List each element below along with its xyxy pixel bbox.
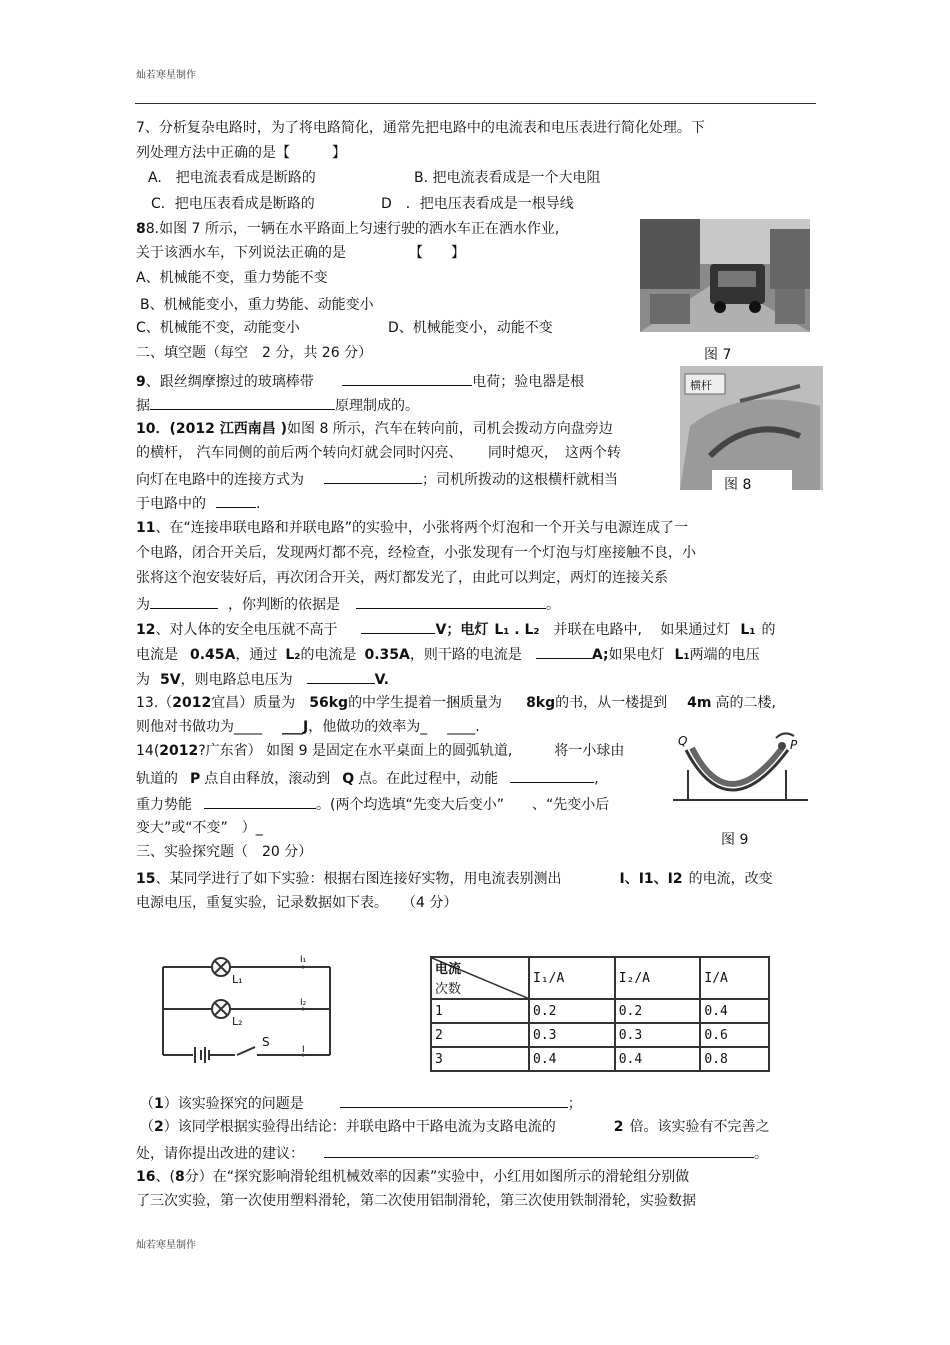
table-cell: 0.6 bbox=[700, 1023, 769, 1047]
q14-line3 bbox=[136, 793, 609, 815]
q14-text-2e: 点。在此过程中，动能 bbox=[358, 771, 499, 787]
q9-text-d: 原理制成的。 bbox=[335, 398, 419, 414]
q10-line4 bbox=[136, 492, 260, 514]
table-row bbox=[431, 1023, 769, 1047]
q8-option-a: A、机械能不变，重力势能不变 bbox=[136, 270, 328, 286]
q16-text-1b: 8 bbox=[174, 1169, 185, 1185]
q12-text-2b: 0.45A bbox=[190, 647, 236, 663]
q13-line1 bbox=[136, 693, 776, 713]
page-footer-text: 灿若寒星制作 bbox=[136, 1240, 196, 1251]
q12-blank-3[interactable] bbox=[307, 668, 375, 684]
q8-option-c: C、机械能不变，动能变小 bbox=[136, 320, 300, 336]
q15-line2: 电源电压，重复实验，记录数据如下表。 （4 分） bbox=[136, 895, 458, 911]
q9-text-a: 、跟丝绸摩擦过的玻璃棒带 bbox=[145, 374, 314, 390]
q15-text-1b: I、I1、I2 bbox=[619, 871, 683, 887]
q8-line1-text: 8.如图 7 所示，一辆在水平路面上匀速行驶的洒水车正在洒水作业, bbox=[145, 221, 560, 237]
q12-text-1d: 并联在电路中, 如果通过灯 bbox=[553, 622, 731, 638]
q13-text-2d: ____. bbox=[447, 719, 480, 735]
header-rule bbox=[135, 103, 816, 104]
q12-line1 bbox=[136, 618, 775, 640]
q10-text-1: 如图 8 所示，汽车在转向前，司机会拨动方向盘旁边 bbox=[287, 421, 613, 437]
q11-text-4a: 为 bbox=[136, 597, 150, 613]
q13-text-1g: 的书，从一楼提到 bbox=[555, 695, 668, 711]
q12-number: 12 bbox=[136, 622, 156, 638]
q7-option-c: C．把电压表看成是断路的 bbox=[151, 196, 315, 212]
q7-option-a: A. 把电流表看成是断路的 bbox=[148, 170, 316, 186]
figure-8-caption: 图 8 bbox=[724, 477, 752, 493]
q12-text-3c: ，则电路总电压为 bbox=[180, 672, 293, 688]
q15-data-table bbox=[430, 956, 770, 1072]
table-cell: 0.3 bbox=[529, 1023, 615, 1047]
table-header: I/A bbox=[700, 957, 769, 999]
q11-text-4c: 。 bbox=[546, 597, 560, 613]
table-cell: 0.4 bbox=[529, 1047, 615, 1071]
q12-text-3a: 为 bbox=[136, 672, 150, 688]
figure-9-label-p: P bbox=[790, 738, 798, 752]
q14-blank-2[interactable] bbox=[204, 793, 316, 809]
q12-text-2e: 的电流是 bbox=[300, 647, 357, 663]
q12-text-2d: L₂ bbox=[285, 647, 301, 663]
q14-text-2c: 点自由释放，滚动到 bbox=[204, 771, 331, 787]
q15-blank-1[interactable] bbox=[340, 1092, 568, 1108]
q15-blank-2[interactable] bbox=[324, 1142, 754, 1158]
q11-blank-1[interactable] bbox=[150, 593, 218, 609]
table-corner-cell bbox=[431, 957, 529, 999]
table-header: I₂/A bbox=[615, 957, 701, 999]
q15-sub2-d: 2 bbox=[613, 1119, 624, 1135]
table-cell: 0.4 bbox=[700, 999, 769, 1023]
q14-text-2b: P bbox=[190, 771, 201, 787]
q16-line1 bbox=[136, 1167, 689, 1187]
q11-line4 bbox=[136, 593, 560, 615]
q11-text-4b: ，你判断的依据是 bbox=[228, 597, 340, 613]
q11-line2: 个电路，闭合开关后，发现两灯都不亮，经检查，小张发现有一个灯泡与灯座接触不良，小 bbox=[136, 545, 696, 561]
table-header: I₁/A bbox=[529, 957, 615, 999]
circuit-label-i2: I₂ bbox=[300, 998, 307, 1008]
q16-text-1a: 、( bbox=[155, 1169, 175, 1185]
q14-text-1b: 2012 bbox=[159, 743, 199, 759]
q10-text-3a: 向灯在电路中的连接方式为 bbox=[136, 472, 304, 488]
q14-text-2d: Q bbox=[342, 771, 355, 787]
q15-text-1a: 、某同学进行了如下实验：根据右图连接好实物，用电流表别测出 bbox=[155, 871, 562, 887]
q15-sub2-c: ）该同学根据实验得出结论：并联电路中干路电流为支路电流的 bbox=[163, 1119, 556, 1135]
q12-text-3b: 5V bbox=[160, 672, 181, 688]
q11-blank-2[interactable] bbox=[356, 593, 546, 609]
table-cell: 0.4 bbox=[615, 1047, 701, 1071]
table-header-row bbox=[431, 957, 769, 999]
q15-line1 bbox=[136, 869, 773, 889]
q16-number: 16 bbox=[136, 1169, 156, 1185]
table-cell: 2 bbox=[431, 1023, 529, 1047]
q12-text-1e: L₁ bbox=[740, 622, 756, 638]
q14-text-3a: 重力势能 bbox=[136, 797, 192, 813]
q11-line1 bbox=[136, 518, 688, 538]
q12-text-2h: A; bbox=[591, 647, 609, 663]
q15-sub2-a: （ bbox=[140, 1119, 154, 1135]
q14-text-1a: 14( bbox=[136, 743, 160, 759]
q13-text-1d: 56kg bbox=[309, 695, 349, 711]
q9-text-c: 据 bbox=[136, 398, 150, 414]
table-corner-bottom: 次数 bbox=[435, 982, 462, 997]
figure-8-label-lever: 横杆 bbox=[690, 379, 712, 392]
figure-9-caption: 图 9 bbox=[721, 832, 749, 848]
lamp-l2-icon bbox=[212, 1000, 230, 1018]
circuit-label-l2: L₂ bbox=[232, 1015, 243, 1028]
q11-text-1: 、在“连接串联电路和并联电路”的实验中，小张将两个灯泡和一个开关与电源连成了一 bbox=[155, 520, 688, 536]
q15-number: 15 bbox=[136, 871, 156, 887]
q12-line2 bbox=[136, 643, 760, 665]
q12-text-2f: 0.35A bbox=[364, 647, 410, 663]
q15-sub1-d: ； bbox=[567, 1096, 582, 1112]
table-corner-top: 电流 bbox=[435, 962, 462, 977]
table-cell: 1 bbox=[431, 999, 529, 1023]
table-cell: 0.2 bbox=[615, 999, 701, 1023]
table-row bbox=[431, 1047, 769, 1071]
q12-text-2k: 两端的电压 bbox=[689, 647, 760, 663]
q12-text-2j: L₁ bbox=[674, 647, 690, 663]
q10-text-3b: ；司机所拨动的这根横杆就相当 bbox=[422, 472, 618, 488]
circuit-label-l1: L₁ bbox=[232, 973, 243, 986]
q12-text-2c: ，通过 bbox=[235, 647, 278, 663]
q13-text-1a: 13.（ bbox=[136, 695, 173, 711]
table-cell: 0.3 bbox=[615, 1023, 701, 1047]
q12-line3 bbox=[136, 668, 389, 690]
q15-sub2 bbox=[140, 1117, 770, 1137]
q12-text-1f: 的 bbox=[761, 622, 776, 638]
q16-text-1c: 分）在“探究影响滑轮组机械效率的因素”实验中，小红用如图所示的滑轮组分别做 bbox=[184, 1169, 690, 1185]
page-header-text: 灿若寒星制作 bbox=[136, 70, 196, 81]
q13-text-2a: 则他对书做功为____ bbox=[136, 719, 262, 735]
circuit-label-i: I bbox=[302, 1045, 305, 1055]
q14-line2 bbox=[136, 767, 599, 789]
section-2-title: 二、填空题（每空 2 分，共 26 分） bbox=[136, 345, 373, 361]
q15-sub1-a: （ bbox=[140, 1096, 154, 1112]
q12-text-1c: L₁ . L₂ bbox=[494, 622, 540, 638]
q13-text-2b: ___J bbox=[282, 719, 309, 735]
q12-text-3d: V. bbox=[374, 672, 389, 688]
q9-blank-1[interactable] bbox=[342, 370, 472, 386]
q13-text-1i: 高的二楼, bbox=[715, 695, 776, 711]
q15-sub1 bbox=[140, 1092, 582, 1114]
q14-line1 bbox=[136, 741, 624, 761]
q8-option-d: D、机械能变小，动能不变 bbox=[388, 320, 553, 336]
q10-line3 bbox=[136, 468, 618, 490]
q14-text-2a: 轨道的 bbox=[136, 771, 178, 787]
q10-text-4a: 于电路中的 bbox=[136, 496, 206, 512]
circuit-label-i1: I₁ bbox=[300, 955, 307, 965]
q10-line2: 的横杆， 汽车同侧的前后两个转向灯就会同时闪亮、 同时熄灭， 这两个转 bbox=[136, 445, 621, 461]
q15-sub1-c: ）该实验探究的问题是 bbox=[163, 1096, 304, 1112]
circuit-label-switch: S bbox=[262, 1035, 270, 1049]
q16-line2: 了三次实验，第一次使用塑料滑轮，第二次使用铝制滑轮，第三次使用铁制滑轮，实验数据 bbox=[136, 1193, 696, 1209]
q9-number: 9 bbox=[136, 374, 146, 390]
q10-line1 bbox=[136, 419, 613, 439]
q15-sub2-e: 倍。该实验有不完善之 bbox=[629, 1119, 770, 1135]
q12-text-1b: V；电灯 bbox=[435, 622, 489, 638]
q15-parallel-circuit-diagram bbox=[155, 955, 335, 1065]
q8-option-b: B、机械能变小，重力势能、动能变小 bbox=[140, 297, 374, 313]
q9-line2 bbox=[136, 394, 419, 416]
q7-line1: 7、分析复杂电路时，为了将电路简化，通常先把电路中的电流表和电压表进行简化处理。下 bbox=[136, 120, 705, 136]
q12-blank-2[interactable] bbox=[536, 643, 592, 659]
figure-7-caption: 图 7 bbox=[704, 347, 732, 363]
q10-blank-2[interactable] bbox=[216, 492, 256, 508]
q9-blank-2[interactable] bbox=[150, 394, 335, 410]
q9-line1 bbox=[136, 370, 584, 392]
q10-number: 10 bbox=[136, 421, 156, 437]
q7-option-b: B. 把电流表看成是一个大电阻 bbox=[414, 170, 601, 186]
q10-text-4b: . bbox=[256, 496, 261, 512]
q13-text-2c: ，他做功的效率为_ bbox=[308, 719, 428, 735]
q8-line1: 88.如图 7 所示，一辆在水平路面上匀速行驶的洒水车正在洒水作业, bbox=[136, 221, 560, 237]
q14-text-3b: 。(两个均选填“先变大后变小” 、“先变小后 bbox=[316, 797, 610, 813]
q7-line2: 列处理方法中正确的是【 】 bbox=[136, 145, 346, 161]
q11-line3: 张将这个泡安装好后，再次闭合开关，两灯都发光了，由此可以判定，两灯的连接关系 bbox=[136, 570, 668, 586]
q14-line4: 变大”或“不变” ）_ bbox=[136, 820, 263, 836]
q15-sub2-b: 2 bbox=[154, 1119, 164, 1135]
q15-text-1c: 的电流，改变 bbox=[688, 871, 773, 887]
table-row bbox=[431, 999, 769, 1023]
figure-7-sprinkler-truck-photo bbox=[640, 219, 810, 332]
q13-text-1c: 宜昌）质量为 bbox=[211, 695, 296, 711]
q13-text-1f: 8kg bbox=[526, 695, 556, 711]
q15-sub1-b: 1 bbox=[154, 1096, 164, 1112]
q12-text-2g: ，则干路的电流是 bbox=[409, 647, 522, 663]
q13-line2 bbox=[136, 717, 480, 737]
q13-text-1e: 的中学生提着一捆质量为 bbox=[348, 695, 503, 711]
q14-blank-1[interactable] bbox=[510, 767, 594, 783]
q12-text-1a: 、对人体的安全电压就不高于 bbox=[155, 622, 338, 638]
q12-text-2a: 电流是 bbox=[136, 647, 178, 663]
q13-text-1b: 2012 bbox=[172, 695, 212, 711]
q7-option-d: D ．把电压表看成是一根导线 bbox=[381, 196, 574, 212]
q10-blank-1[interactable] bbox=[324, 468, 422, 484]
q14-text-1c: ?广东省） 如图 9 是固定在水平桌面上的圆弧轨道, 将一小球由 bbox=[198, 743, 625, 759]
section-3-title: 三、实验探究题（ 20 分） bbox=[136, 844, 313, 860]
lamp-l1-icon bbox=[212, 958, 230, 976]
q8-line2: 关于该洒水车，下列说法正确的是 【 】 bbox=[136, 245, 465, 261]
q15-sub2-f: 处，请你提出改进的建议： bbox=[136, 1146, 304, 1162]
table-cell: 3 bbox=[431, 1047, 529, 1071]
table-cell: 0.8 bbox=[700, 1047, 769, 1071]
table-cell: 0.2 bbox=[529, 999, 615, 1023]
q14-text-2f: , bbox=[594, 771, 599, 787]
q10-source: ．(2012 江西南昌 ) bbox=[155, 421, 287, 437]
q11-number: 11 bbox=[136, 520, 156, 536]
q15-sub2-line2 bbox=[136, 1142, 768, 1164]
q15-sub2-g: 。 bbox=[754, 1146, 768, 1162]
q12-text-2i: 如果电灯 bbox=[608, 647, 665, 663]
q12-blank-1[interactable] bbox=[361, 618, 435, 634]
q9-text-b: 电荷；验电器是根 bbox=[472, 374, 585, 390]
figure-9-label-q: Q bbox=[678, 734, 688, 748]
q13-text-1h: 4m bbox=[687, 695, 712, 711]
